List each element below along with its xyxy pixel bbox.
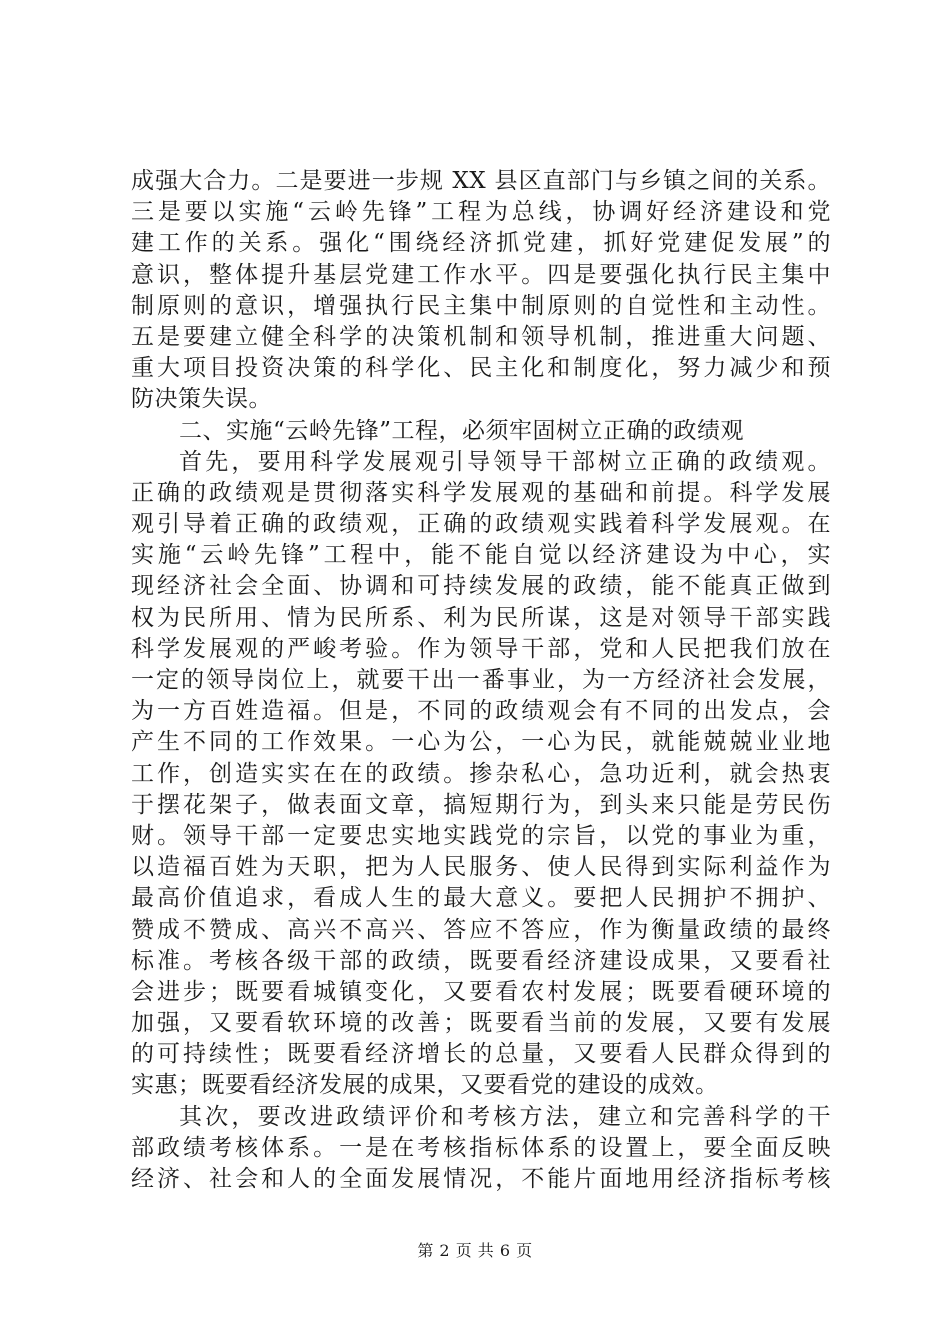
text-line: 重大项目投资决策的科学化、民主化和制度化，努力减少和预 [131, 355, 831, 382]
text-line: 成强大合力。二是要进一步规 XX 县区直部门与乡镇之间的关系。 [131, 168, 831, 194]
text-line: 科学发展观的严峻考验。作为领导干部，党和人民把我们放在 [131, 635, 831, 662]
text-line: 以造福百姓为天职，把为人民服务、使人民得到实际利益作为 [131, 854, 831, 881]
text-line: 加强，又要看软环境的改善；既要看当前的发展，又要有发展 [131, 1010, 831, 1037]
text-line: 赞成不赞成、高兴不高兴、答应不答应，作为衡量政绩的最终 [131, 916, 831, 943]
text-line: 正确的政绩观是贯彻落实科学发展观的基础和前提。科学发展 [131, 479, 831, 506]
text-line: 产生不同的工作效果。一心为公，一心为民，就能兢兢业业地 [131, 729, 831, 756]
text-line: 建工作的关系。强化“围绕经济抓党建，抓好党建促发展”的 [131, 230, 831, 257]
text-line: 观引导着正确的政绩观，正确的政绩观实践着科学发展观。在 [131, 511, 831, 538]
document-body [131, 166, 831, 1195]
text-line: 制原则的意识，增强执行民主集中制原则的自觉性和主动性。 [131, 292, 831, 319]
text-line: 最高价值追求，看成人生的最大意义。要把人民拥护不拥护、 [131, 885, 831, 912]
text-line: 的可持续性；既要看经济增长的总量，又要看人民群众得到的 [131, 1041, 831, 1068]
text-line: 实施“云岭先锋”工程中，能不能自觉以经济建设为中心，实 [131, 542, 831, 569]
text-line: 权为民所用、情为民所系、利为民所谋，这是对领导干部实践 [131, 604, 831, 631]
text-line: 意识，整体提升基层党建工作水平。四是要强化执行民主集中 [131, 261, 831, 288]
text-line: 会进步；既要看城镇变化，又要看农村发展；既要看硬环境的 [131, 978, 831, 1005]
text-line: 财。领导干部一定要忠实地实践党的宗旨，以党的事业为重， [131, 822, 831, 849]
paragraph-first-line: 首先，要用科学发展观引导领导干部树立正确的政绩观。 [179, 448, 831, 475]
page-number-footer: 第 2 页 共 6 页 [417, 1241, 533, 1260]
text-line: 五是要建立健全科学的决策机制和领导机制，推进重大问题、 [131, 323, 831, 350]
text-line: 三是要以实施“云岭先锋”工程为总线，协调好经济建设和党 [131, 199, 831, 226]
section-heading: 二、实施“云岭先锋”工程，必须牢固树立正确的政绩观 [179, 417, 745, 444]
text-line: 经济、社会和人的全面发展情况，不能片面地用经济指标考核 [131, 1166, 831, 1192]
text-line: 部政绩考核体系。一是在考核指标体系的设置上，要全面反映 [131, 1134, 831, 1161]
text-line: 防决策失误。 [131, 386, 272, 413]
text-line: 一定的领导岗位上，就要干出一番事业，为一方经济社会发展， [131, 667, 831, 693]
text-line: 工作，创造实实在在的政绩。掺杂私心，急功近利，就会热衷 [131, 760, 831, 787]
text-line: 实惠；既要看经济发展的成果，又要看党的建设的成效。 [131, 1072, 719, 1099]
text-line: 现经济社会全面、协调和可持续发展的政绩，能不能真正做到 [131, 573, 831, 600]
paragraph-first-line: 其次，要改进政绩评价和考核方法，建立和完善科学的干 [179, 1103, 831, 1130]
text-line: 为一方百姓造福。但是，不同的政绩观会有不同的出发点，会 [131, 698, 831, 725]
text-line: 于摆花架子，做表面文章，搞短期行为，到头来只能是劳民伤 [131, 791, 831, 818]
text-line: 标准。考核各级干部的政绩，既要看经济建设成果，又要看社 [131, 947, 831, 974]
